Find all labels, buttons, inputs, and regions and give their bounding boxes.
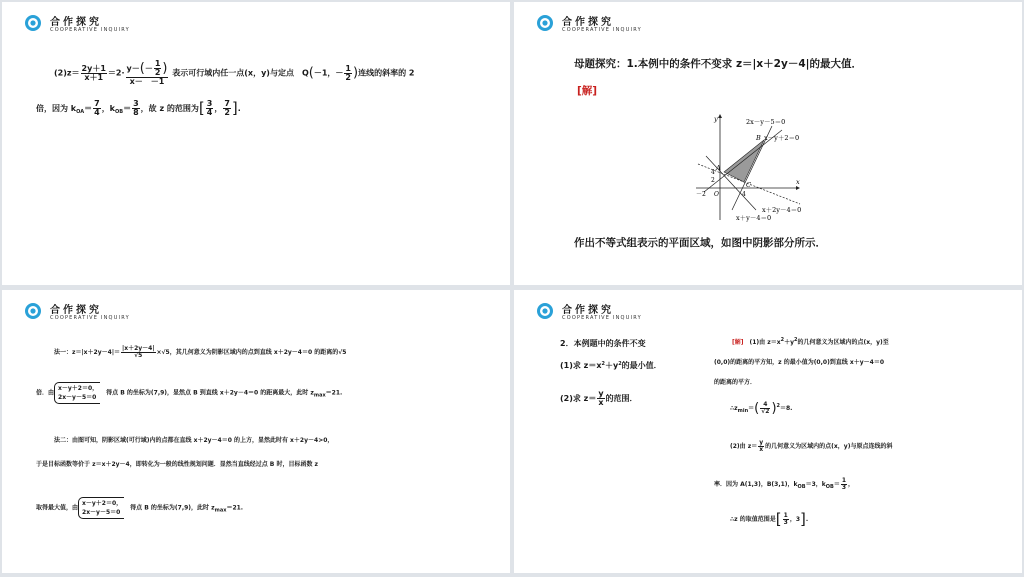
logo-icon (24, 302, 42, 320)
diagram-caption: 作出不等式组表示的平面区域，如图中阴影部分所示． (574, 237, 826, 249)
logo-icon (536, 14, 554, 32)
label-o: O (714, 191, 719, 198)
x-axis-arrow-icon (796, 186, 800, 190)
problem-statement: 母题探究：1.本例中的条件不变求 z＝|x＋2y－4|的最大值． (574, 58, 862, 70)
solution-line-2: 倍，因为 $k_{OA}=$ $\frac{7}{4}$ ，$k_{OB}=$ $\frac{3}{8}$ ，故 z 的范围为[ $\frac{3}{4}$ ， $\frac{7}{2}$ ]. (36, 99, 241, 117)
header-subtitle: COOPERATIVE INQUIRY (50, 315, 130, 321)
answer-line-5: (2)由 z＝ $\frac{y}{x}$ 的几何意义为区域内的点(x，y)与原点连线的斜 (730, 439, 893, 453)
tick-2-y: 2 (711, 177, 715, 184)
header-title: 合作探究 (50, 305, 102, 316)
slide-4[interactable] (514, 290, 1022, 573)
answer-line-6: 率．因为 A(1,3)，B(3,1)，$k_{OB}=3$，$k_{OB}=$ $\frac{1}{3}$ ， (714, 477, 855, 491)
label-y: y (714, 115, 718, 123)
label-x+y-4: x＋y－4＝0 (736, 214, 772, 222)
tick-4-y: 4 (711, 169, 715, 176)
shaded-region (724, 140, 764, 182)
method2-line-3: 取得最大值，由 x－y＋2＝0， 2x－y－5＝0 得点 B 的坐标为(7,9)，此时 $z_{max}=21$. (36, 497, 243, 519)
answer-line-4: $\therefore z_{min}=$( $\frac{4}{√2}$ )$^2$＝8. (730, 401, 793, 416)
answer-line-1: [解] (1)由 $z=x^2+y^2$的几何意义为区域内的点(x，y)至 (732, 337, 889, 346)
question-2: (2)求 z＝ $\frac{y}{x}$ 的范围． (560, 389, 638, 407)
label-x: x (796, 178, 800, 186)
question-title: 2．本例题中的条件不变 (560, 339, 646, 348)
method2-line-1: 法二：由图可知，阴影区域(可行域)内的点都在直线 x＋2y－4＝0 的上方，显然此时有 x＋2y－4>0， (54, 437, 334, 444)
slide-1[interactable] (2, 2, 510, 285)
solution-line-1: (2)z＝ $\frac{2y+1}{x+1}$ ＝2· y－(－ $\frac{1}{2}$ ) x－ －1 表示可行域内任一点(x，y)与定点 Q(－1，－ $\frac{1}{2}$ )连线的斜率的 2 (54, 59, 415, 86)
label-x+2y-4: x＋2y－4＝0 (762, 206, 802, 214)
answer-line-7: ∴z 的取值范围是[ $\frac{1}{3}$ ，3]. (730, 510, 809, 528)
method1-line-1: 法一：z＝|x＋2y－4|＝ $\frac{|x+2y-4|}{√5}$ ×√5，其几何意义为阴影区域内的点到直线 x＋2y－4＝0 的距离的√5 (54, 345, 347, 359)
header-subtitle: COOPERATIVE INQUIRY (562, 315, 642, 321)
label-c: C (746, 181, 751, 189)
answer-line-3: 的距离的平方． (714, 379, 757, 386)
label-2x-y-5: 2x－y－5＝0 (746, 118, 786, 126)
answer-tag: [解] (577, 85, 598, 97)
header-title: 合作探究 (562, 17, 614, 28)
label-x-y+2: x－y＋2＝0 (764, 134, 800, 142)
method1-line-2: 倍．由 x－y＋2＝0， 2x－y－5＝0 得点 B 的坐标为(7,9)，显然点 B 到直线 x＋2y－4＝0 的距离最大，此时 $z_{max}=21$. (36, 382, 342, 404)
label-b: B (756, 134, 761, 142)
answer-line-2: (0,0)的距离的平方知，z 的最小值为(0,0)到直线 x＋y－4＝0 (714, 359, 885, 366)
slide-2[interactable] (514, 2, 1022, 285)
answer-tag: [解] (732, 339, 744, 346)
header-title: 合作探究 (562, 305, 614, 316)
method2-line-2: 于是目标函数等价于 z＝x＋2y－4，即转化为一般的线性规划问题．显然当直线经过点 B 时，目标函数 z (36, 461, 319, 468)
feasible-region-diagram (692, 112, 832, 224)
tick-minus-2: －2 (696, 191, 706, 198)
header-subtitle: COOPERATIVE INQUIRY (50, 27, 130, 33)
header-title: 合作探究 (50, 17, 102, 28)
tick-4-x: 4 (742, 191, 746, 198)
question-1: (1)求 $z=x^2+y^2$的最小值． (560, 361, 662, 370)
logo-icon (536, 302, 554, 320)
slide-3[interactable] (2, 290, 510, 573)
header-subtitle: COOPERATIVE INQUIRY (562, 27, 642, 33)
label-a: A (716, 164, 721, 172)
y-axis-arrow-icon (718, 114, 722, 118)
logo-icon (24, 14, 42, 32)
